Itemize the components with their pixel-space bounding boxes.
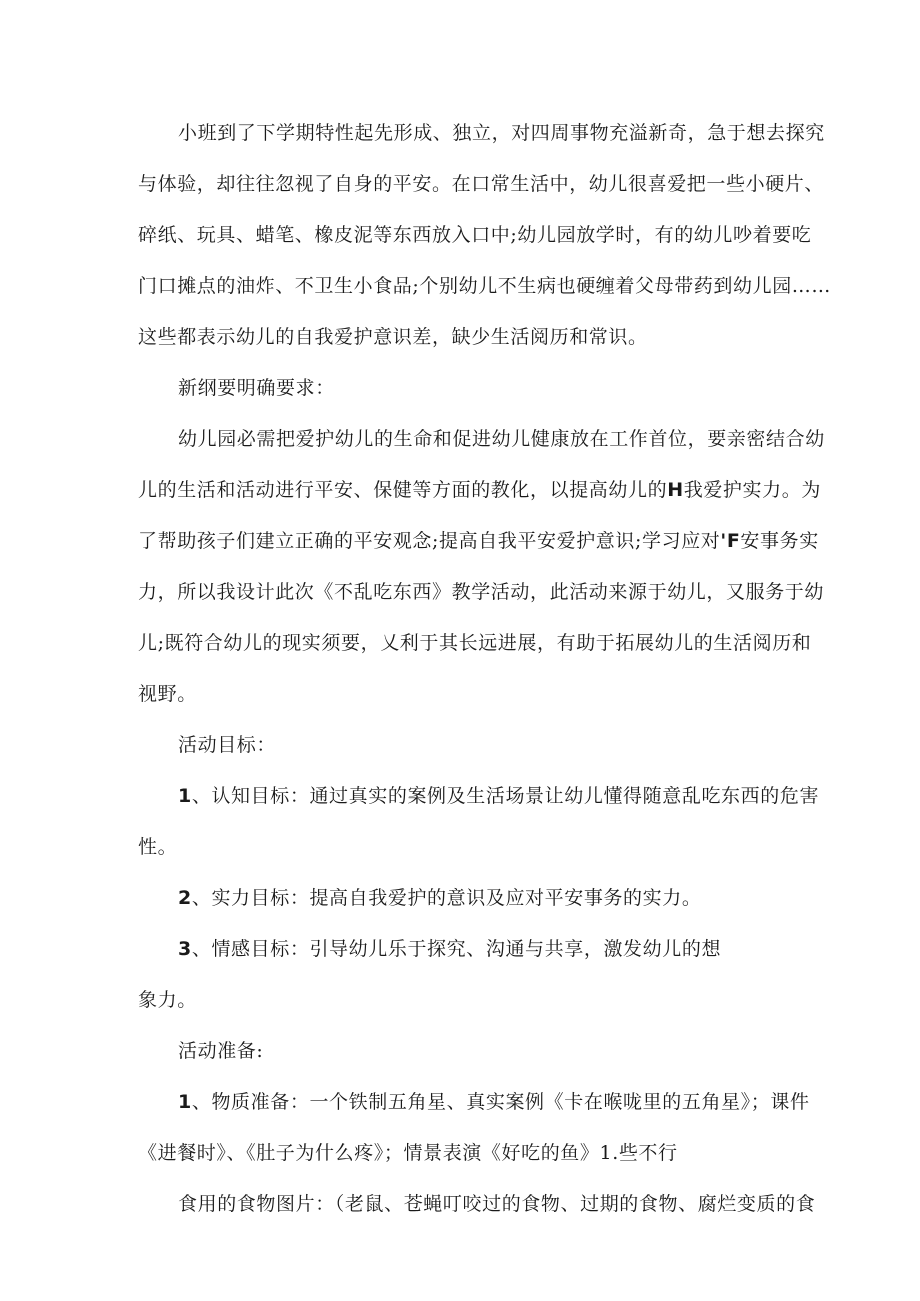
outline-line-2-pre: 儿的生活和活动进行平安、保健等方面的教化，以提高幼儿的 xyxy=(138,479,668,501)
goal-2-text: 实力目标：提高自我爱护的意识及应对平安事务的实力。 xyxy=(211,887,702,909)
goal-1 xyxy=(178,784,819,808)
outline-line-4: 力，所以我设计此次《不乱吃东西》教学活动，此活动来源于幼儿，又服务于幼 xyxy=(138,581,825,603)
intro-line-3: 碎纸、玩具、蜡笔、橡皮泥等东西放入口中;幼儿园放学时，有的幼儿吵着要吃 xyxy=(138,224,812,246)
prep-line-2: 《进餐时》、《肚子为什么疼》；情景表演《好吃的鱼》1.些不行 xyxy=(138,1142,678,1164)
goals-heading: 活动目标： xyxy=(178,734,277,756)
outline-line-3-post: 安事务实 xyxy=(740,530,819,552)
outline-line-2 xyxy=(138,478,821,502)
outline-line-5: 儿;既符合幼儿的现实须要，乂利于其长远进展，有助于拓展幼儿的生活阅历和 xyxy=(138,632,812,654)
prep-number: 1 xyxy=(178,1091,192,1113)
outline-line-2-bold: H xyxy=(667,479,684,501)
outline-line-3-bold: 'F xyxy=(720,530,741,552)
goal-1-sep: 、 xyxy=(191,785,212,807)
goal-1-number: 1 xyxy=(178,785,192,807)
goal-3-text: 情感目标：引导幼儿乐于探究、沟通与共享，激发幼儿的想 xyxy=(211,938,722,960)
prep-sep: 、 xyxy=(191,1091,212,1113)
goal-2-number: 2 xyxy=(178,887,192,909)
outline-heading: 新纲要明确要求： xyxy=(178,377,335,399)
intro-line-5: 这些都表示幼儿的自我爱护意识差，缺少生活阅历和常识。 xyxy=(138,326,648,348)
outline-line-3-pre: 了帮助孩子们建立正确的平安观念;提高自我平安爱护意识;学习应对 xyxy=(138,530,721,552)
goal-3-number: 3 xyxy=(178,938,192,960)
intro-line-2: 与体验，却往往忽视了自身的平安。在口常生活中，幼儿很喜爱把一些小硬片、 xyxy=(138,173,825,195)
goal-2 xyxy=(178,886,701,910)
prep-heading: 活动准备: xyxy=(178,1040,264,1062)
intro-line-1: 小班到了下学期特性起先形成、独立，对四周事物充溢新奇，急于想去探究 xyxy=(178,122,825,144)
goal-1-continuation: 性。 xyxy=(138,836,178,858)
goal-3-continuation: 象力。 xyxy=(138,989,197,1011)
goal-3-sep: 、 xyxy=(191,938,212,960)
outline-line-3 xyxy=(138,529,819,553)
outline-line-2-post: 我爱护实力。为 xyxy=(683,479,821,501)
prep-line-1-text: 物质准备：一个铁制五角星、真实案例《卡在喉咙里的五角星》；课件 xyxy=(211,1091,810,1113)
intro-line-4: 门口摊点的油炸、不卫生小食品;个别幼儿不生病也硬缠着父母带药到幼儿园…… xyxy=(138,275,832,297)
goal-1-text: 认知目标：通过真实的案例及生活场景让幼儿懂得随意乱吃东西的危害 xyxy=(211,785,820,807)
prep-line-1 xyxy=(178,1090,810,1114)
goal-2-sep: 、 xyxy=(191,887,212,909)
goal-3 xyxy=(178,937,721,961)
outline-line-1: 幼儿园必需把爱护幼儿的生命和促进幼儿健康放在工作首位，要亲密结合幼 xyxy=(178,428,825,450)
outline-line-6: 视野。 xyxy=(138,683,197,705)
prep-line-3: 食用的食物图片：（老鼠、苍蝇叮咬过的食物、过期的食物、腐烂变质的食 xyxy=(178,1193,816,1215)
